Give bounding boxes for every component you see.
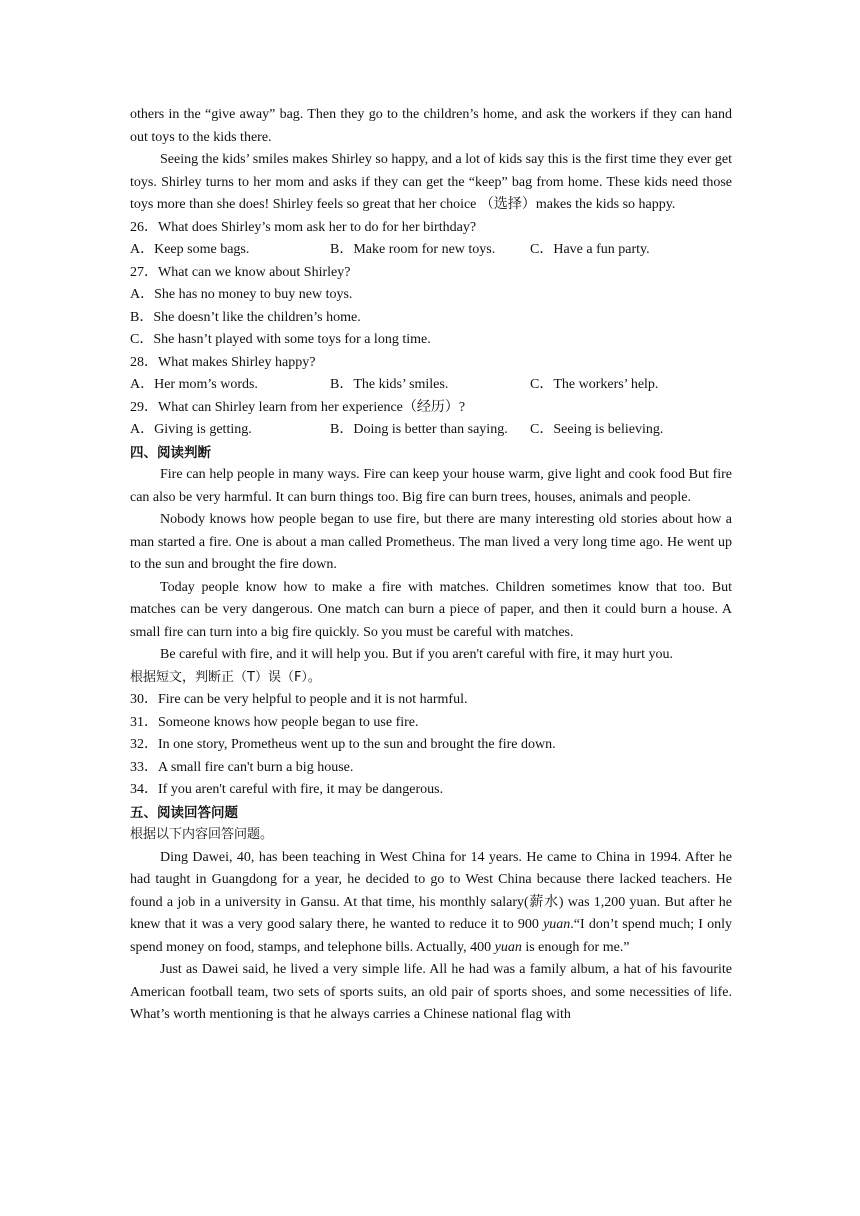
question-27	[130, 262, 732, 352]
italic-yuan: yuan	[494, 939, 522, 955]
option-b: B．Doing is better than saying.	[330, 422, 508, 437]
question-options	[130, 239, 732, 262]
judgement-item-34: 34．If you aren't careful with fire, it may be dangerous.	[130, 782, 444, 797]
italic-yuan: yuan	[543, 917, 571, 932]
section-4-paragraph-1: Fire can help people in many ways. Fire can keep your house warm, give light and cook food But fire can also be very harmful. It can burn things too. Big fire can burn trees, houses, animals and people.	[130, 467, 732, 505]
question-26	[130, 217, 732, 262]
option-c: C．The workers’ help.	[530, 377, 659, 392]
paragraph-text: is enough for me.”	[521, 939, 630, 955]
question-stem: 29．What can Shirley learn from her experience（经历）?	[130, 399, 466, 415]
question-29	[130, 397, 732, 442]
section-4-heading: 四、阅读判断	[130, 444, 211, 461]
option-a: A．She has no money to buy new toys.	[130, 287, 353, 302]
option-a: A．Giving is getting.	[130, 422, 252, 437]
section-4-paragraph-3: Today people know how to make a fire with matches. Children sometimes know that too. But matches can be very dangerous. One match can burn a piece of paper, and then it could burn a house. A small fire can turn into a big fire quickly. So you must be careful with matches.	[130, 579, 732, 640]
section-5-paragraph-2: Just as Dawei said, he lived a very simple life. All he had was a family album, a hat of his favourite American football team, two sets of sports suits, an old pair of sports shoes, and some necessities of life. What’s worth mentioning is that he always carries a Chinese national flag with	[130, 962, 732, 1022]
question-stem: 28．What makes Shirley happy?	[130, 354, 316, 370]
option-b: B．Make room for new toys.	[330, 242, 496, 257]
question-stem: 26．What does Shirley’s mom ask her to do for her birthday?	[130, 219, 477, 235]
option-b: B．The kids’ smiles.	[330, 377, 449, 392]
judgement-item-30: 30．Fire can be very helpful to people and it is not harmful.	[130, 692, 468, 707]
section-5-instruction: 根据以下内容回答问题。	[130, 827, 274, 842]
passage-a-paragraph-2: Seeing the kids’ smiles makes Shirley so happy, and a lot of kids say this is the first time they ever get toys. Shirley turns to her mom and asks if they can get the “keep” bag from home. These kids need those toys more than she does! Shirley feels so great that her choice （选择）makes the kids so happy.	[130, 152, 732, 212]
question-28	[130, 352, 732, 397]
section-4-paragraph-4: Be careful with fire, and it will help you. But if you aren't careful with fire, it may hurt you.	[160, 647, 673, 662]
section-4-paragraph-2: Nobody knows how people began to use fire, but there are many interesting old stories about how a man started a fire. One is about a man called Prometheus. The man lived a very long time ago. He went up to the sun and brought the fire down.	[130, 512, 732, 572]
paragraph-text: .“I don’t spend much; I only spend money on food, stamps, and telephone bills. Actually, 400	[130, 917, 733, 955]
judgement-item-31: 31．Someone knows how people began to use fire.	[130, 714, 419, 730]
section-4-instruction: 根据短文，判断正（T）误（F）。	[130, 669, 321, 685]
question-options	[130, 419, 732, 442]
section-5-paragraph-1	[130, 847, 732, 960]
option-c: C．Have a fun party.	[530, 242, 650, 257]
option-c: C．Seeing is believing.	[530, 422, 664, 437]
document-page	[130, 104, 732, 1027]
option-c: C．She hasn’t played with some toys for a long time.	[130, 332, 431, 347]
paragraph-text: Ding Dawei, 40, has been teaching in West China for 14 years. He came to China in 1994. After he had taught in Guangdong for a year, he decided to go to West China because there lacked teachers. He found a job in a university in Gansu. At that time, his monthly salary(薪水) was 1,200 yuan. But after he knew that it was a very good salary there, he wanted to reduce it to 900	[130, 849, 732, 932]
judgement-item-32: 32．In one story, Prometheus went up to the sun and brought the fire down.	[130, 737, 556, 752]
option-a: A．Her mom’s words.	[130, 377, 258, 392]
section-5-heading: 五、阅读回答问题	[130, 804, 238, 821]
question-stem: 27．What can we know about Shirley?	[130, 264, 351, 280]
judgement-item-33: 33．A small fire can't burn a big house.	[130, 759, 354, 775]
question-options	[130, 374, 732, 397]
passage-a-paragraph-1: others in the “give away” bag. Then they go to the children’s home, and ask the workers if they can hand out toys to the kids there.	[130, 107, 732, 145]
option-a: A．Keep some bags.	[130, 242, 250, 257]
option-b: B．She doesn’t like the children’s home.	[130, 309, 361, 325]
